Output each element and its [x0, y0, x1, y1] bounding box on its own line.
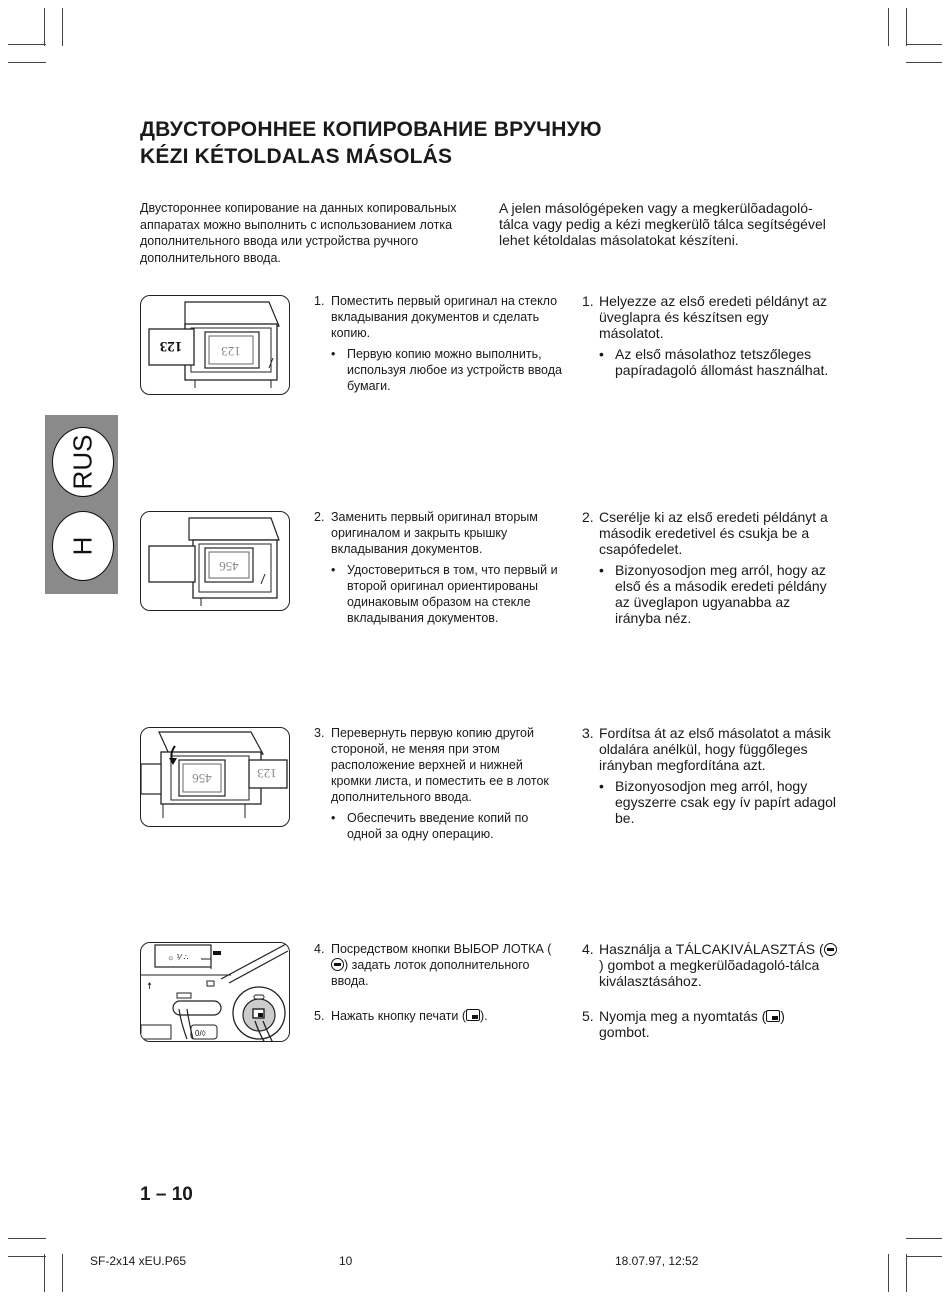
step-text-part: Használja a TÁLCAKIVÁLASZTÁS ( [599, 941, 824, 957]
step-4-ru [314, 941, 564, 1024]
step-number: 3. [314, 726, 325, 740]
step-note: • Bizonyosodjon meg arról, hogy egyszerre csak egy ív papírt adagol be. [599, 778, 837, 826]
step-note: • Обеспечить введение копий по одной за одну операцию. [331, 810, 564, 842]
step-1-ru [314, 293, 564, 394]
step-number: 4. [582, 941, 594, 957]
language-tab-rus [52, 427, 114, 497]
title-ru: ДВУСТОРОННЕЕ КОПИРОВАНИЕ ВРУЧНУЮ [140, 118, 602, 141]
step-text: Cserélje ki az első eredeti példányt a második eredetivel és csukja be a csapófedelet. [599, 509, 828, 557]
step-number: 5. [314, 1009, 325, 1023]
language-tab-rus-label: RUS [67, 434, 98, 490]
step-number: 2. [582, 509, 594, 525]
step-number: 3. [582, 725, 594, 741]
step-5-ru [314, 1008, 564, 1024]
intro-ru: Двустороннее копирование на данных копировальных аппаратах можно выполнить с использованием лотка дополнительного ввода или устройства ручного дополнительного ввода. [140, 201, 457, 265]
step-text-part: Посредством кнопки ВЫБОР ЛОТКА ( [331, 942, 552, 956]
tray-select-button-icon [331, 958, 344, 971]
print-button-icon [766, 1010, 780, 1022]
step-text-part: ). [480, 1009, 488, 1023]
svg-text:☨: ☨ [147, 981, 152, 991]
step-text: Helyezze az első eredeti példányt az üveglapra és készítsen egy másolatot. [599, 293, 828, 341]
step-5-hu [582, 1008, 837, 1040]
tray-select-button-icon [824, 943, 837, 956]
step-note: • Bizonyosodjon meg arról, hogy az első és a második eredeti példány az üveglapon ugyanabba az irányba néz. [599, 562, 837, 626]
language-tab-h [52, 511, 114, 581]
figure-step-2 [140, 511, 290, 611]
step-text [599, 941, 837, 989]
figure-step-4 [140, 942, 290, 1042]
svg-text:☼ ⅟ ∴: ☼ ⅟ ∴ [167, 953, 189, 962]
fig3-copy-label: 123 [257, 766, 277, 781]
step-text-part: Nyomja meg a nyomtatás ( [599, 1008, 767, 1024]
figure-step-3 [140, 727, 290, 827]
footer-file: SF-2x14 xEU.P65 [90, 1254, 187, 1268]
step-text-part: ) gombot a megkerülõadagoló-tálca kiválasztásához. [599, 957, 820, 989]
intro-hu: A jelen másológépeken vagy a megkerülõadagoló-tálca vagy pedig a kézi megkerülõ tálca segítségével lehet kétoldalas másolatokat készíteni. [499, 200, 826, 248]
step-text [331, 941, 564, 989]
step-number: 1. [582, 293, 594, 309]
step-number: 4. [314, 942, 325, 956]
fig2-glass-label: 456 [219, 559, 239, 574]
print-button-icon [466, 1009, 480, 1021]
step-text-part: ) задать лоток дополнительного ввода. [331, 958, 530, 988]
title-hu: KÉZI KÉTOLDALAS MÁSOLÁS [140, 145, 453, 168]
step-text [599, 1008, 837, 1040]
step-text: Заменить первый оригинал вторым оригиналом и закрыть крышку вкладывания документов. [331, 510, 538, 556]
step-text [331, 1008, 564, 1024]
language-tab-h-label: H [67, 536, 98, 556]
step-3-hu [582, 725, 837, 826]
step-text-part: Нажать кнопку печати ( [331, 1009, 466, 1023]
step-note: • Az első másolathoz tetszőleges papíradagoló állomást használhat. [599, 346, 837, 378]
step-number: 1. [314, 294, 325, 308]
page-number: 1 – 10 [140, 1184, 193, 1205]
step-2-ru [314, 509, 564, 626]
step-text: Перевернуть первую копию другой стороной, не меняя при этом расположение верхней и нижней кромки листа, и поместить ее в лоток дополнительного ввода. [331, 726, 549, 804]
page-title [140, 116, 602, 170]
step-3-ru [314, 725, 564, 842]
step-note: • Удостовериться в том, что первый и второй оригинал ориентированы одинаковым образом на стекле вкладывания документов. [331, 562, 564, 626]
fig3-glass-label: 456 [192, 771, 212, 786]
step-number: 5. [582, 1008, 594, 1024]
step-1-hu [582, 293, 837, 378]
step-number: 2. [314, 510, 325, 524]
step-4-hu [582, 941, 837, 1040]
step-text: Поместить первый оригинал на стекло вкладывания документов и сделать копию. [331, 294, 558, 340]
footer-page: 10 [339, 1254, 353, 1268]
step-2-hu [582, 509, 837, 626]
footer-date: 18.07.97, 12:52 [615, 1254, 699, 1268]
step-note: • Первую копию можно выполнить, используя любое из устройств ввода бумаги. [331, 346, 564, 394]
language-tab [45, 415, 118, 594]
figure-step-1 [140, 295, 290, 395]
fig1-glass-label: 123 [221, 344, 241, 359]
step-text-part: ) gombot. [599, 1008, 785, 1040]
step-text: Fordítsa át az első másolatot a másik oldalára anélkül, hogy függőleges irányban megfordítána azt. [599, 725, 831, 773]
fig1-copy-label: 123 [159, 338, 183, 354]
fig4-button-label: 0/◊ [195, 1029, 206, 1038]
